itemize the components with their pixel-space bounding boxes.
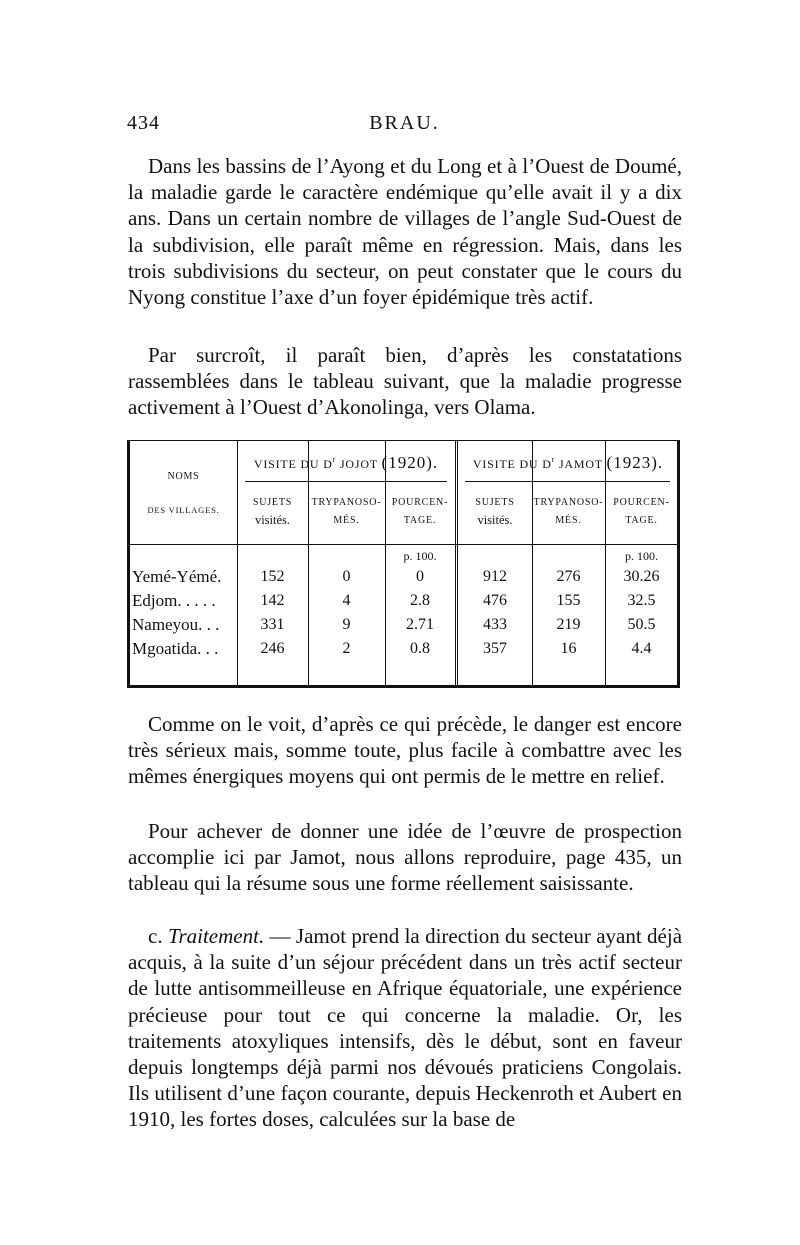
cell-sujets-1920: 246 (260, 640, 285, 657)
section-label: c. (148, 924, 163, 948)
cell-tryp-1923: 276 (556, 568, 581, 585)
cell-pct-1920: 2.71 (406, 616, 434, 633)
subheader-mes: MÉS. (555, 515, 582, 526)
subheader-pourcentage: POURCEN- (391, 497, 449, 508)
group-1923-year: (1923). (606, 453, 664, 472)
cell-sujets-1923: 433 (483, 616, 507, 633)
group-1923-prefix: VISITE DU D (472, 457, 552, 471)
subheader-tage: TAGE. (403, 515, 437, 526)
cell-tryp-1923: 219 (556, 616, 581, 633)
paragraph-5-text: — Jamot prend la direction du secteur ayant déjà acquis, à la suite d’un séjour précédent dans un très actif secteur de lutte antisommeilleuse en Afrique équatoriale, une expérience précieuse pour tout ce qui concerne la maladie. Or, les traitements atoxyliques intensifs, dès le début, sont en faveur depuis longtemps déjà parmi nos dévoués praticiens Congolais. Ils utilisent d’une façon courante, depuis Heckenroth et Aubert en 1910, les fortes doses, calculées sur la base de (128, 924, 683, 1132)
group-1920-year: (1920). (381, 453, 439, 472)
group-header-1923 (458, 453, 678, 473)
cell-pct-1923: 4.4 (631, 640, 652, 657)
cell-sujets-1923: 357 (483, 640, 507, 657)
group-header-1920 (237, 453, 455, 473)
paragraph-1 (128, 153, 682, 310)
cell-sujets-1923: 912 (483, 568, 507, 585)
cell-sujets-1920: 331 (260, 616, 285, 633)
subheader-mes: MÉS. (333, 515, 360, 526)
cell-pct-1923: 50.5 (627, 616, 656, 633)
cell-sujets-1920: 142 (260, 592, 285, 609)
subheader-sujets: SUJETS (475, 497, 515, 508)
subheader-pourcentage: POURCEN- (613, 497, 670, 508)
cell-pct-1920: 2.8 (410, 592, 430, 609)
cell-tryp-1923: 16 (560, 640, 577, 657)
village-name: Yemé-Yémé. (132, 567, 222, 586)
paragraph-5 (128, 923, 682, 1133)
cell-tryp-1920: 9 (342, 616, 351, 633)
paragraph-3-text: Comme on le voit, d’après ce qui précède, le danger est encore très sérieux mais, somme toute, plus facile à combattre avec les mêmes énergiques moyens qui ont permis de le mettre en relief. (128, 712, 682, 789)
village-name: Mgoatida. . . (132, 639, 219, 658)
group-1923-sup: r (551, 455, 556, 464)
village-name: Nameyou. . . (132, 615, 220, 634)
subheader-tage: TAGE. (625, 515, 658, 526)
subheader-visites: visités. (254, 513, 291, 527)
cell-pct-1920: 0.8 (410, 640, 430, 657)
villages-table (127, 440, 680, 688)
cell-pct-1923: 30.26 (623, 568, 660, 585)
paragraph-1-text: Dans les bassins de l’Ayong et du Long et à l’Ouest de Doumé, la maladie garde le caractère endémique qu’elle avait il y a dix ans. Dans un certain nombre de villages de l’angle Sud-Ouest de la subdivision, elle paraît même en régression. Mais, dans les trois subdivisions du secteur, on peut constater que le cours du Nyong constitue l’axe d’un foyer épidémique très actif. (128, 154, 682, 310)
subheader-trypanosomes: TRYPANOSO- (311, 497, 382, 508)
village-name: Edjom. . . . . (132, 591, 216, 610)
cell-pct-1923: 32.5 (627, 592, 656, 609)
running-head: BRAU. (369, 112, 440, 134)
subheader-trypanosomes: TRYPANOSO- (533, 497, 604, 508)
cell-tryp-1923: 155 (556, 592, 581, 609)
pct-unit-1923: p. 100. (625, 549, 658, 563)
paragraph-2-text: Par surcroît, il paraît bien, d’après les constatations rassemblées dans le tableau suivant, que la maladie progresse activement à l’Ouest d’Akonolinga, vers Olama. (128, 343, 682, 420)
paragraph-3 (128, 711, 682, 790)
pct-unit-1920: p. 100. (403, 549, 437, 563)
group-1920-name: JOJOT (336, 457, 382, 471)
group-1920-sup: r (332, 455, 337, 464)
group-rule (465, 481, 670, 482)
page-number: 434 (127, 112, 160, 134)
cell-sujets-1923: 476 (483, 592, 507, 609)
col-header-noms: NOMS (167, 471, 200, 482)
cell-tryp-1920: 0 (342, 568, 351, 585)
page-header (127, 112, 682, 138)
section-title: Traitement. (167, 924, 265, 948)
paragraph-4-text: Pour achever de donner une idée de l’œuvre de prospection accomplie ici par Jamot, nous allons reproduire, page 435, un tableau qui la résume sous une forme réellement saisissante. (128, 819, 682, 896)
cell-tryp-1920: 2 (342, 640, 351, 657)
group-1923-name: JAMOT (555, 457, 607, 471)
paragraph-4 (128, 818, 682, 897)
paragraph-2 (128, 342, 682, 421)
group-rule (245, 481, 447, 482)
table-rule (130, 544, 678, 545)
cell-sujets-1920: 152 (260, 568, 285, 585)
cell-tryp-1920: 4 (342, 592, 351, 609)
subheader-sujets: SUJETS (252, 497, 293, 508)
subheader-visites: visités. (477, 513, 513, 527)
cell-pct-1920: 0 (416, 568, 424, 585)
col-header-villages: DES VILLAGES. (147, 505, 220, 515)
group-1920-prefix: VISITE DU D (253, 457, 333, 471)
